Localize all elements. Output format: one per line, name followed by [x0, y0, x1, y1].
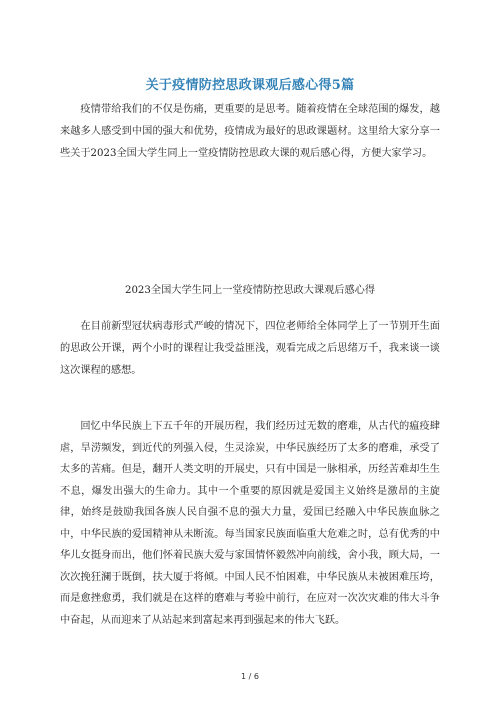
body-paragraph-2: 回忆中华民族上下五千年的开展历程，我们经历过无数的磨难，从古代的瘟疫肆虐，旱涝频发，到近代的列强入侵，生灵涂炭，中华民族经历了太多的磨难，承受了太多的苦痛。但是，翻开人类文明的开展史，只有中国是一脉相承，历经苦难却生生不息，爆发出强大的生命力。其中一个重要的原因就是爱国主义始终是激昂的主旋律，始终是鼓励我国各族人民自强不息的强大力量，爱国已经融入中华民族血脉之中，中华民族的爱国精神从未断流。每当国家民族面临重大危难之时，总有优秀的中华儿女挺身而出，他们怀着民族大爱与家国情怀毅然冲向前线，舍小我，顾大局，一次次挽狂澜于既倒，扶大厦于将倾。中国人民不怕困难，中华民族从未被困难压垮，而是愈挫愈勇，我们就是在这样的磨难与考验中前行，在应对一次次灾难的伟大斗争中奋起，从而迎来了从站起来到富起来再到强起来的伟大飞跃。: [60, 421, 440, 626]
page-title: 关于疫情防控思政课观后感心得5篇: [145, 78, 355, 93]
page-number: 1 / 6: [241, 672, 259, 681]
intro-paragraph: 疫情带给我们的不仅是伤痛，更重要的是思考。随着疫情在全球范围的爆发，越来越多人感受到中国的强大和优势，疫情成为最好的思政课题材。这里给大家分享一些关于2023全国大学生同上一堂疫情防控思政大课的观后感心得，方便大家学习。: [60, 104, 440, 159]
section-subtitle: 2023全国大学生同上一堂疫情防控思政大课观后感心得: [124, 285, 376, 296]
body-paragraph-1: 在目前新型冠状病毒形式严峻的情况下，四位老师给全体同学上了一节别开生面的思政公开课，两个小时的课程让我受益匪浅，观看完成之后思绪万千，我来谈一谈这次课程的感想。: [60, 321, 440, 376]
